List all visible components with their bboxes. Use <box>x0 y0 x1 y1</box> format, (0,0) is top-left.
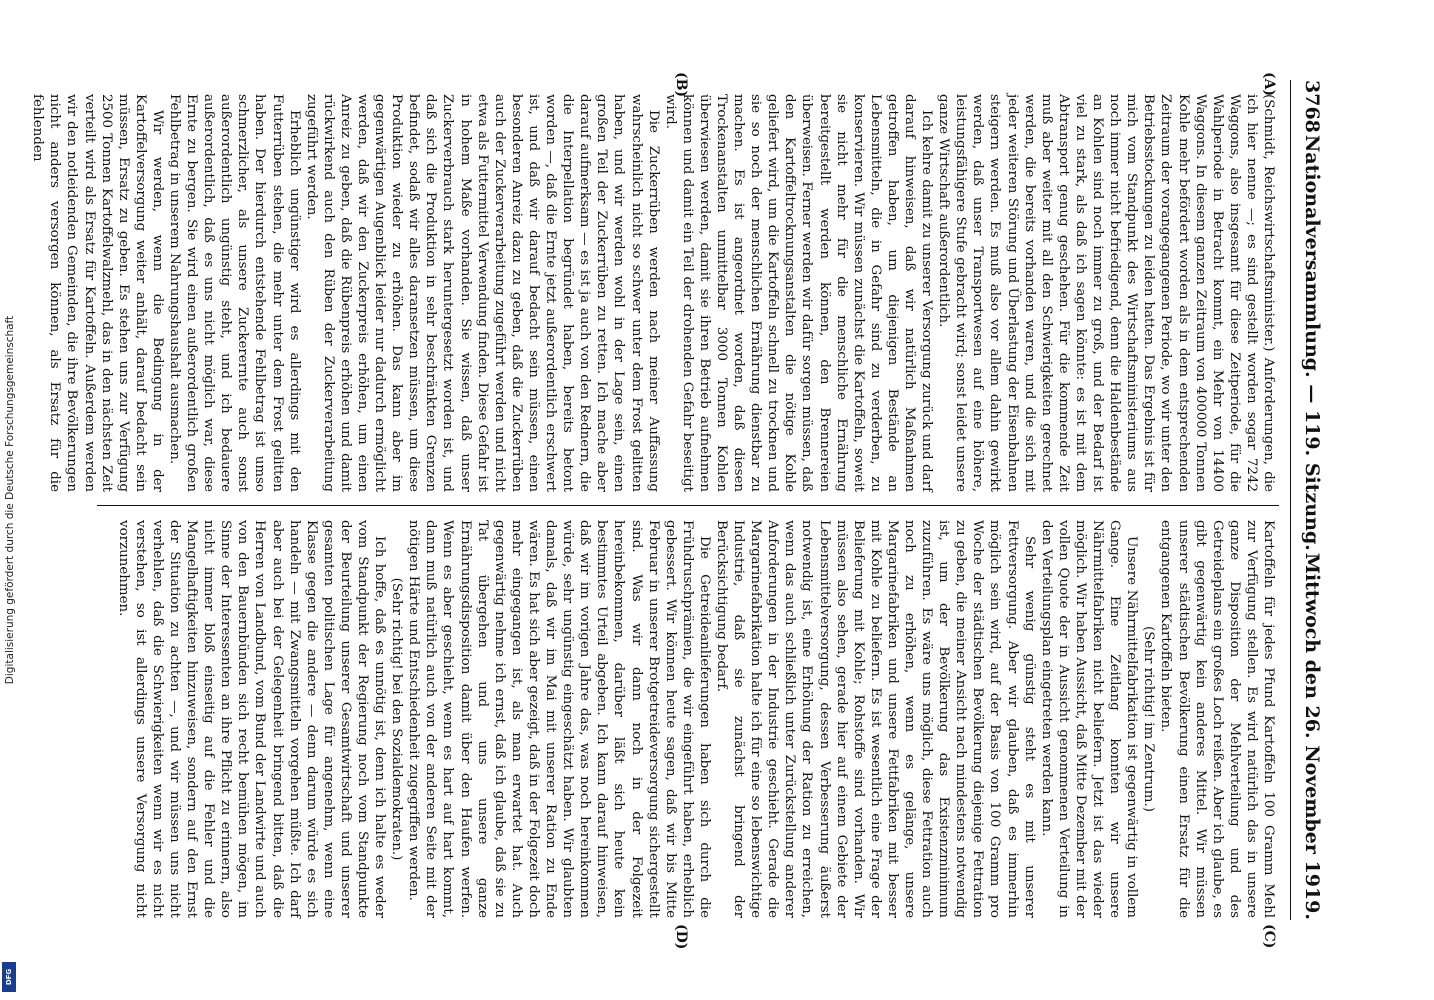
paragraph: Ich hoffe, daß es unnötig ist, denn ich halte es weder vom Standpunkt der Regierung noch vom Standpunkte der Beurteilung unserer Gesamtwirtschaft und unserer gesamten politischen Lage für angenehm, wenn eine Klasse gegen die andere — denn darum würde es sich handeln — mit Zwangsmitteln vorgehen müßte. Ich darf aber auch bei der Gelegenheit bringend bitten, daß die Herren von Landbund, vom Bund der Landwirte und auch von den Bauernbünden sich recht bemühen mögen, im Sinne der Interessenten an ihre Pflicht zu erinnern, also nicht immer bloß einseitig auf die Fehler und die Mangelhaftigkeiten hinzuweisen, sondern auf den Ernst der Situation zu achten —, und wir müssen uns nicht verhehlen, daß die Schwierigkeiten wenn wir es nicht verstehen, so ist allerdings unsere Versorgung nicht vorzunehmen. <box>115 520 388 918</box>
paragraph: Wir werden, wenn die Bedingung in der Kartoffelversorgung weiter anhält, darauf bedacht sein müssen, Ersatz zu geben. Es stehen uns zur Verfügung 2500 Tonnen Kartoffelwalzmehl, das in den nächsten Zeit verteilt wird als Ersatz für Kartoffeln. Außerdem werden wir den notleidenden Gemeinden, die ihre Bevölkerungen nicht anders versorgen können, als Ersatz für die fehlenden <box>30 94 165 492</box>
rotated-document-page <box>30 50 1357 950</box>
left-text-column <box>30 94 1277 492</box>
paragraph: Die Getreideanlieferungen haben sich durch die Frühdruschprämien, die wir eingeführt haben, erheblich gebessert. Wir können heute sagen, daß wir bis Mitte Februar in unserer Brotgetreideversorgung sichergestellt sind. Was wir dann noch in der Folgezeit hereinbekommen, darüber läßt sich heute kein bestimmtes Urteil abgeben. Ich kann darauf hinweisen, daß wir im vorigen Jahre das, was noch hereinkommen würde, sehr ungünstig eingeschätzt haben. Wir glaubten damals, daß wir im Mai mit unserer Ration zu Ende wären. Es hat sich aber gezeigt, daß in der Folgezeit doch mehr eingegangen ist, als man erwartet hat. Auch gegenwärtig nehme ich ernst, daß ich glaube, daß sie zu Tat übergehen und uns unsere ganze Ernährungsdisposition damit über den Haufen werfen. Wenn es aber geschieht, wenn es hart auf hart kommt, dann muß natürlich auch von der anderen Seite mit der nötigen Härte und Entschiedenheit zugegriffen werden. <box>406 520 712 918</box>
paragraph: Unsere Nährmittelfabrikation ist gegenwärtig in vollem Gange. Eine Zeitlang konnten wir unsere Nährmittelfabriken nicht beliefern. Jetzt ist das wieder möglich. Wir haben Aussicht, daß Mitte Dezember mit der vollen Quote der in Aussicht genommenen Verteilung in den Verteilungsplan eingetreten werden kann. <box>1038 520 1140 918</box>
funding-footer <box>0 0 20 1000</box>
right-text-column <box>97 520 1277 918</box>
paragraph: (Schmidt, Reichswirtschaftsminister.) Anforderungen, die ich hier nenne —; es sind gestellt worden sogar 7242 Waggons, also insgesamt für diese Zeitperiode, für die Wahlperiode in Betracht kommt, ein Mehr von 14400 Waggons. In diesem ganzen Zeitraum von 400000 Tonnen Kohle mehr befördert worden als in dem entsprechenden Zeitraum der vorangegangenen Periode, wo wir unter den Betriebsstockungen zu leiden hatten. Das Ergebnis ist für mich vom Standpunkt des Wirtschaftsministeriums aus noch immer nicht befriedigend, denn die Haldenbestände an Kohlen sind noch immer zu groß, und der Bedarf ist viel zu stark, als daß ich sagen könnte: es ist mit dem Abtransport genug geschehen. Für die kommende Zeit muß aber weiter mit all den Schwierigkeiten gerechnet werden, die bereits vorhanden waren, und die sich mit jeder weiteren Störung und Überlastung der Eisenbahnen steigern werden. Es muß also vor allem dahin gewirkt werden, daß unser Transportwesen auf eine höhere, leistungsfähigere Stufe gebracht wird; sonst leidet unsere ganze Wirtschaft außerordentlich. <box>936 94 1276 492</box>
paragraph: Erheblich ungünstiger wird es allerdings mit den Futterrüben stehen, die mehr unter dem Frost gelitten haben. Der hierdurch entstehende Fehlbetrag ist umso schmerzlicher, als unsere Zuckerernte auch sonst außerordentlich ungünstig steht, und ich bedauere außerordentlich, daß es uns nicht möglich war, diese Ernte zu bergen. Sie wird einen außerordentlich großen Fehlbetrag in unserem Nahrungshaushalt ausmachen. <box>167 94 302 492</box>
margin-marker-a: (A) <box>1261 72 1277 97</box>
interjection: (Sehr richtig! im Zentrum.) <box>1141 626 1157 812</box>
session-title: Nationalversammlung. — 119. Sitzung. <box>1301 134 1323 551</box>
session-date: Mittwoch den 26. November 1919. <box>1301 552 1323 920</box>
margin-marker-d: (D) <box>673 924 689 950</box>
column-divider <box>97 505 1279 506</box>
funding-note: Digitalisierung gefördert durch die Deutsche Forschungsgemeinschaft <box>4 315 16 685</box>
paragraph: Kartoffeln für jedes Pfund Kartoffeln 100 Gramm Mehl zur Verfügung stellen. Es wird natürlich das in unsere ganze Disposition der Mehlverteilung und des Getreideplans ein großes Loch reißen. Aber ich glaube, es gibt gegenwärtig kein anderes Mittel. Wir müssen unserer städtischen Bevölkerung einen Ersatz für die entgangenen Kartoffeln bieten. <box>1158 520 1276 918</box>
interjection: (Sehr richtig! bei den Sozialdemokraten.) <box>389 577 405 861</box>
margin-marker-b: (B) <box>673 72 689 98</box>
dfg-logo: DFG <box>2 962 16 992</box>
page-number: 3768 <box>1301 80 1323 133</box>
paragraph: Ich kehre damit zu unserer Versorgung zurück und darf darauf hinweisen, daß wir natürlich Maßnahmen getroffen haben, um diejenigen Bestände an Lebensmitteln, die in Gefahr sind zu verderben, zu konservieren. Wir müssen zunächst die Kartoffeln, soweit sie nicht mehr für die menschliche Ernährung bereitgestellt werden können, den Brennereien überweisen. Ferner werden wir dafür sorgen müssen, daß den Kartoffeltrocknungsanstalten die nötige Kohle geliefert wird, um die Kartoffeln schnell zu trocknen und sie so noch der menschlichen Ernährung dienstbar zu machen. Es ist angeordnet worden, daß diesen Trockenanstalten unmittelbar 3000 Tonnen Kohlen überwiesen werden, damit sie ihren Betrieb aufnehmen können und damit ein Teil der drohenden Gefahr beseitigt wird. <box>662 94 935 492</box>
paragraph: Die Zuckerrüben werden nach meiner Auffassung wahrscheinlich nicht so schwer unter dem Frost gelitten haben, und wir werden wohl in der Lage sein, einen großen Teil der Zuckerrüben zu retten. Ich mache aber darauf aufmerksam — es ist ja auch von den Rednern, die die Interpellation begründet haben, bereits betont worden —, daß die Ernte jetzt außerordentlich erschwert ist, und daß wir darauf bedacht sein müssen, einen besonderen Anreiz dazu zu geben, daß die Zuckerrüben auch der Zuckerverarbeitung zugeführt werden und nicht etwa als Futtermittel Verwendung finden. Diese Gefahr ist in hohem Maße vorhanden. Sie wissen, daß unser Zuckerverbrauch stark heruntergesetzt worden ist, und daß sich die Produktion in sehr beschränkten Grenzen befindet, sodaß wir alles daransetzen müssen, um diese Produktion wieder zu erhöhen. Das kann aber im gegenwärtigen Augenblick leider nur dadurch ermöglicht werden, daß wir den Zuckerpreis erhöhen, um einen Anreiz zu geben, daß die Rübenpreis erhöhen und damit rückwirkend auch den Rüben der Zuckerverarbeitung zugeführt werden. <box>303 94 661 492</box>
margin-marker-c: (C) <box>1261 924 1277 949</box>
paragraph: Sehr wenig günstig steht es mit unserer Fettversorgung. Aber wir glauben, daß es immerhin möglich sein wird, auf der Basis von 100 Gramm pro Woche der städtischen Bevölkerung diejenige Fettration zu geben, die meiner Ansicht nach mindestens notwendig ist, um der Bevölkerung das Existenzminimum zuzuführen. Es wäre uns möglich, diese Fettration auch noch zu erhöhen, wenn es gelänge, unsere Margarinefabriken und unsere Fettfabriken mit besser mit Kohle zu beliefern. Es ist wesentlich eine Frage der Belieferung mit Kohle; Rohstoffe sind vorhanden. Wir müssen also sehen, gerade hier auf einem Gebiete der Lebensmittelversorgung, dessen Verbesserung äußerst notwendig ist, eine Erhöhung der Ration zu erreichen, wenn das auch schließlich unter Zurückstellung anderer Anforderungen in der Industrie geschieht. Gerade die Margarinefabrikation halte ich für eine so lebenswichtige Industrie, daß sie zunächst bringend der Berücksichtigung bedarf. <box>714 520 1037 918</box>
page-header <box>1290 80 1323 920</box>
